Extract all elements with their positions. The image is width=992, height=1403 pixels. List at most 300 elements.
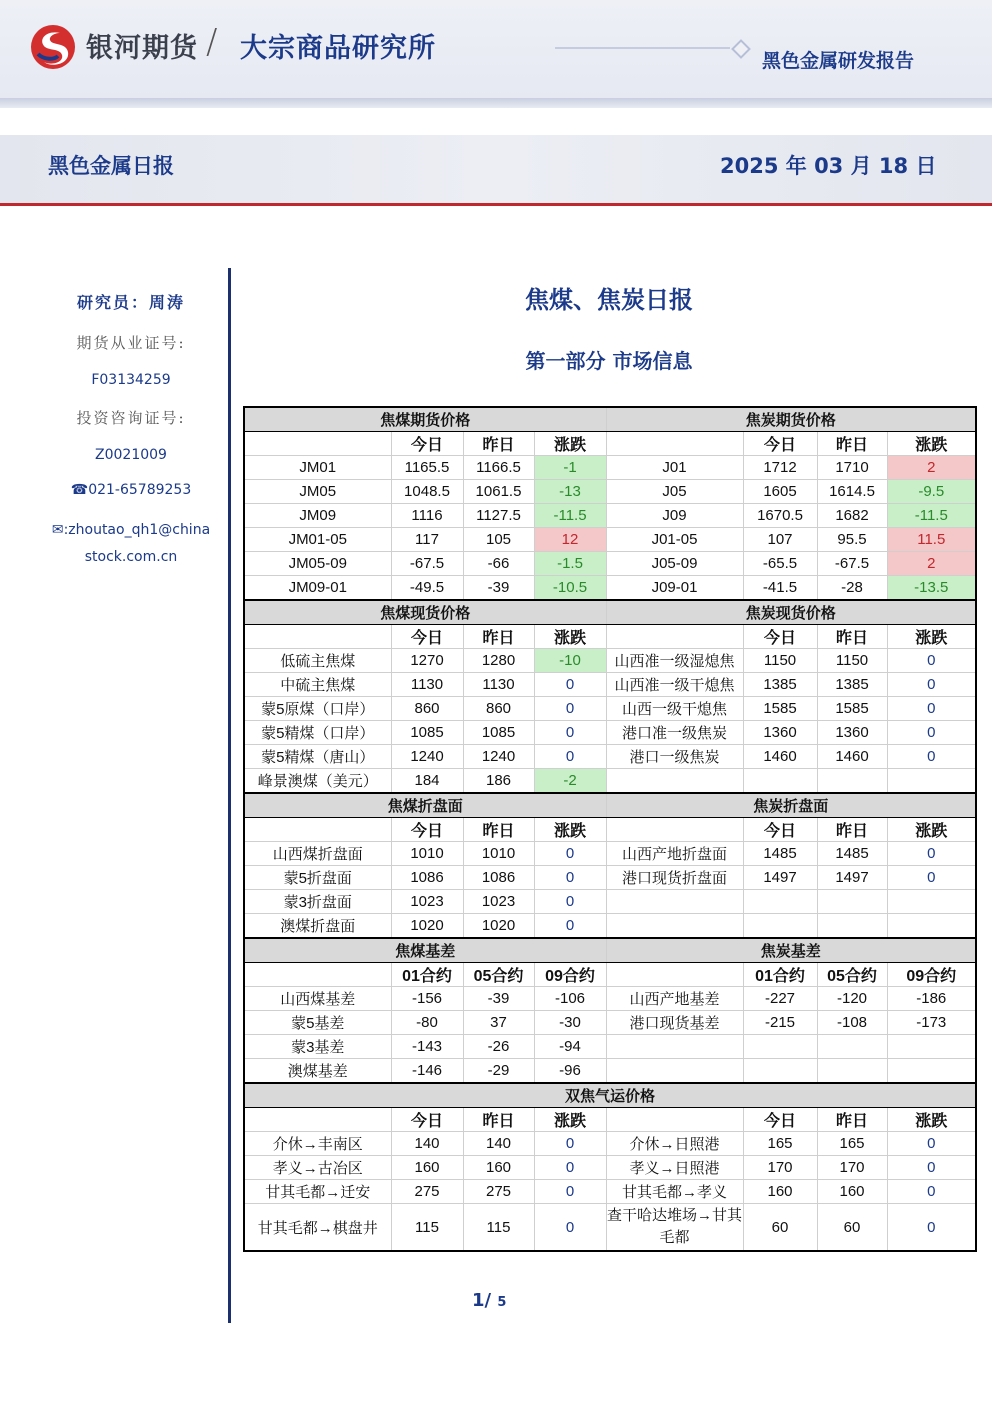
column-header: 今日	[743, 625, 817, 649]
column-header: 涨跌	[534, 432, 606, 456]
galaxy-futures-logo-icon	[30, 24, 76, 70]
column-header: 昨日	[817, 1108, 887, 1132]
change-cell: 0	[534, 1156, 606, 1180]
change-cell: -11.5	[534, 504, 606, 528]
row-label: JM09	[244, 504, 391, 528]
value-cell: 1670.5	[743, 504, 817, 528]
report-category: 黑色金属研发报告	[762, 50, 915, 72]
table-row	[244, 890, 976, 914]
value-cell	[743, 914, 817, 939]
column-header: 09合约	[534, 963, 606, 987]
value-cell	[817, 769, 887, 794]
section-title: 第一部分 市场信息	[525, 349, 693, 373]
row-label: 中硫主焦煤	[244, 673, 391, 697]
market-info-table	[243, 406, 977, 1252]
value-cell: 95.5	[817, 528, 887, 552]
value-cell: 275	[463, 1180, 534, 1204]
row-label	[606, 914, 743, 939]
row-label: 蒙5精煤（口岸）	[244, 721, 391, 745]
phone-line	[40, 482, 222, 498]
value-cell: 160	[743, 1180, 817, 1204]
table-row	[244, 721, 976, 745]
change-cell: 0	[534, 842, 606, 866]
column-header: 昨日	[817, 625, 887, 649]
value-cell: 1280	[463, 649, 534, 673]
row-label: 查干哈达堆场→甘其毛都	[606, 1204, 743, 1252]
column-header: 01合约	[743, 963, 817, 987]
column-header: 涨跌	[534, 1108, 606, 1132]
value-cell: 165	[743, 1132, 817, 1156]
value-cell: 165	[817, 1132, 887, 1156]
consult-number: Z0021009	[95, 447, 167, 463]
section-title-right: 焦炭现货价格	[606, 600, 976, 625]
row-label: JM05-09	[244, 552, 391, 576]
email-line-1[interactable]: :zhoutao_qh1@china	[63, 522, 211, 538]
value-cell: 1497	[817, 866, 887, 890]
row-label: 孝义→日照港	[606, 1156, 743, 1180]
value-cell: 1023	[463, 890, 534, 914]
value-cell: 1360	[817, 721, 887, 745]
report-date: 2025 年 03 月 18 日	[720, 154, 937, 178]
value-cell: 1710	[817, 456, 887, 480]
table-row	[244, 673, 976, 697]
change-cell	[887, 1035, 976, 1059]
value-cell: 1061.5	[463, 480, 534, 504]
value-cell: 1240	[391, 745, 463, 769]
value-cell: 160	[391, 1156, 463, 1180]
column-header: 今日	[743, 432, 817, 456]
header-blank	[244, 1108, 391, 1132]
row-label: 港口一级焦炭	[606, 745, 743, 769]
phone-icon: ☎	[70, 482, 89, 498]
email-icon: ✉	[51, 522, 64, 538]
value-cell: -120	[817, 987, 887, 1011]
row-label: 山西煤基差	[244, 987, 391, 1011]
section-title-right: 焦炭期货价格	[606, 407, 976, 432]
row-label: 澳煤折盘面	[244, 914, 391, 939]
row-label: J01-05	[606, 528, 743, 552]
table-row	[244, 552, 976, 576]
change-cell: -1.5	[534, 552, 606, 576]
value-cell: 1020	[391, 914, 463, 939]
column-header: 01合约	[391, 963, 463, 987]
table-row	[244, 697, 976, 721]
column-header: 今日	[743, 1108, 817, 1132]
row-label: J05	[606, 480, 743, 504]
column-header: 涨跌	[534, 818, 606, 842]
table-row	[244, 987, 976, 1011]
change-cell: 11.5	[887, 528, 976, 552]
table-row	[244, 842, 976, 866]
section-row-discount	[244, 793, 976, 818]
row-label: JM09-01	[244, 576, 391, 601]
row-label: 峰景澳煤（美元）	[244, 769, 391, 794]
change-cell: 0	[534, 890, 606, 914]
column-header: 涨跌	[887, 625, 976, 649]
row-label: 港口现货基差	[606, 1011, 743, 1035]
change-cell: -13	[534, 480, 606, 504]
value-cell: 1460	[743, 745, 817, 769]
section-title-left: 焦煤期货价格	[244, 407, 606, 432]
row-label: 甘其毛都→棋盘井	[244, 1204, 391, 1252]
row-label: J09	[606, 504, 743, 528]
value-cell: -39	[463, 987, 534, 1011]
change-cell: 0	[534, 673, 606, 697]
row-label: 蒙5精煤（唐山）	[244, 745, 391, 769]
table-row	[244, 649, 976, 673]
value-cell: -65.5	[743, 552, 817, 576]
value-cell: 1023	[391, 890, 463, 914]
column-header: 涨跌	[534, 625, 606, 649]
change-cell: 0	[887, 1132, 976, 1156]
phone-number: 021-65789253	[88, 482, 192, 498]
change-cell: -30	[534, 1011, 606, 1035]
change-cell: -186	[887, 987, 976, 1011]
row-label: 澳煤基差	[244, 1059, 391, 1084]
value-cell: -26	[463, 1035, 534, 1059]
value-cell: 1020	[463, 914, 534, 939]
row-label: 蒙5折盘面	[244, 866, 391, 890]
change-cell: -96	[534, 1059, 606, 1084]
title-band-red-line	[0, 203, 992, 206]
table-row	[244, 528, 976, 552]
row-label: JM01-05	[244, 528, 391, 552]
daily-report-title: 黑色金属日报	[48, 154, 174, 178]
change-cell	[887, 769, 976, 794]
value-cell: 1085	[391, 721, 463, 745]
table-row	[244, 769, 976, 794]
section-title-right: 焦炭基差	[606, 938, 976, 963]
header-row-freight	[244, 1108, 976, 1132]
section-title-left: 焦煤基差	[244, 938, 606, 963]
email-line-2[interactable]: stock.com.cn	[84, 549, 178, 565]
value-cell	[817, 914, 887, 939]
page-indicator: 1/ 5	[472, 1290, 507, 1311]
value-cell: 1010	[391, 842, 463, 866]
change-cell: -2	[534, 769, 606, 794]
change-cell: 0	[887, 649, 976, 673]
change-cell: 0	[534, 1204, 606, 1252]
value-cell: 117	[391, 528, 463, 552]
column-header: 昨日	[463, 432, 534, 456]
value-cell: 1086	[463, 866, 534, 890]
value-cell: 1712	[743, 456, 817, 480]
value-cell: 860	[391, 697, 463, 721]
value-cell: 170	[743, 1156, 817, 1180]
change-cell: 0	[534, 721, 606, 745]
column-header: 05合约	[817, 963, 887, 987]
change-cell: 0	[534, 697, 606, 721]
value-cell: 1130	[391, 673, 463, 697]
row-label	[606, 890, 743, 914]
value-cell: -39	[463, 576, 534, 601]
value-cell: 107	[743, 528, 817, 552]
value-cell: 1460	[817, 745, 887, 769]
value-cell: 1497	[743, 866, 817, 890]
value-cell: 1385	[817, 673, 887, 697]
value-cell: 160	[463, 1156, 534, 1180]
column-header: 今日	[391, 1108, 463, 1132]
row-label: 蒙3折盘面	[244, 890, 391, 914]
value-cell: -227	[743, 987, 817, 1011]
document-title: 焦煤、焦炭日报	[525, 286, 693, 314]
value-cell	[817, 1035, 887, 1059]
row-label: J01	[606, 456, 743, 480]
change-cell: 12	[534, 528, 606, 552]
header-blank	[244, 432, 391, 456]
value-cell: 105	[463, 528, 534, 552]
value-cell: 1614.5	[817, 480, 887, 504]
value-cell: 1485	[743, 842, 817, 866]
header-blank	[244, 818, 391, 842]
row-label: 介休→丰南区	[244, 1132, 391, 1156]
table-row	[244, 1132, 976, 1156]
value-cell: 1130	[463, 673, 534, 697]
column-header: 05合约	[463, 963, 534, 987]
header-blank	[606, 963, 743, 987]
value-cell: 1166.5	[463, 456, 534, 480]
value-cell: -215	[743, 1011, 817, 1035]
change-cell: 0	[887, 1204, 976, 1252]
value-cell: 60	[743, 1204, 817, 1252]
value-cell: 140	[463, 1132, 534, 1156]
change-cell: -10	[534, 649, 606, 673]
value-cell: 860	[463, 697, 534, 721]
value-cell: 1240	[463, 745, 534, 769]
row-label: 山西准一级干熄焦	[606, 673, 743, 697]
sidebar-divider	[228, 268, 231, 1323]
value-cell: -66	[463, 552, 534, 576]
row-label: 山西一级干熄焦	[606, 697, 743, 721]
value-cell: -80	[391, 1011, 463, 1035]
researcher-info	[40, 290, 222, 571]
row-label	[606, 769, 743, 794]
section-row-basis	[244, 938, 976, 963]
consult-label: 投资咨询证号:	[76, 409, 186, 427]
change-cell: 0	[887, 1180, 976, 1204]
change-cell: -94	[534, 1035, 606, 1059]
column-header: 昨日	[463, 818, 534, 842]
row-label: 山西产地折盘面	[606, 842, 743, 866]
row-label: J09-01	[606, 576, 743, 601]
value-cell: 170	[817, 1156, 887, 1180]
value-cell: -49.5	[391, 576, 463, 601]
value-cell: 1086	[391, 866, 463, 890]
value-cell: 1360	[743, 721, 817, 745]
value-cell: -67.5	[391, 552, 463, 576]
table-row	[244, 504, 976, 528]
value-cell: 1010	[463, 842, 534, 866]
row-label: 蒙3基差	[244, 1035, 391, 1059]
value-cell	[743, 890, 817, 914]
change-cell: 0	[534, 1132, 606, 1156]
row-label: JM01	[244, 456, 391, 480]
email-block	[40, 517, 222, 571]
table-row	[244, 1035, 976, 1059]
column-header: 涨跌	[887, 1108, 976, 1132]
change-cell: 0	[534, 866, 606, 890]
value-cell: 1585	[817, 697, 887, 721]
column-header: 涨跌	[887, 818, 976, 842]
table-row	[244, 914, 976, 939]
change-cell: 0	[887, 721, 976, 745]
column-header: 今日	[743, 818, 817, 842]
row-label: JM05	[244, 480, 391, 504]
row-label: 山西产地基差	[606, 987, 743, 1011]
change-cell: -11.5	[887, 504, 976, 528]
change-cell: -9.5	[887, 480, 976, 504]
value-cell: 1485	[817, 842, 887, 866]
value-cell: 1048.5	[391, 480, 463, 504]
brand-separator: /	[206, 22, 218, 62]
row-label: J05-09	[606, 552, 743, 576]
value-cell: -143	[391, 1035, 463, 1059]
value-cell: 60	[817, 1204, 887, 1252]
table-row	[244, 866, 976, 890]
value-cell	[743, 1035, 817, 1059]
section-row-freight	[244, 1083, 976, 1108]
change-cell: 0	[887, 697, 976, 721]
researcher-name: 研究员：周涛	[76, 293, 185, 312]
license-label: 期货从业证号:	[76, 334, 186, 352]
column-header: 涨跌	[887, 432, 976, 456]
table-row	[244, 745, 976, 769]
section-row-futures	[244, 407, 976, 432]
value-cell: 1270	[391, 649, 463, 673]
table-row	[244, 1011, 976, 1035]
value-cell: 1165.5	[391, 456, 463, 480]
change-cell	[887, 890, 976, 914]
header-blank	[606, 818, 743, 842]
row-label: 甘其毛都→迁安	[244, 1180, 391, 1204]
row-label: 山西准一级湿熄焦	[606, 649, 743, 673]
license-number: F03134259	[91, 372, 171, 388]
value-cell: -146	[391, 1059, 463, 1084]
change-cell: -13.5	[887, 576, 976, 601]
value-cell: -29	[463, 1059, 534, 1084]
change-cell: 0	[534, 745, 606, 769]
column-header: 昨日	[463, 1108, 534, 1132]
value-cell: 1605	[743, 480, 817, 504]
brand-name: 银河期货	[86, 33, 198, 64]
row-label: 介休→日照港	[606, 1132, 743, 1156]
change-cell: 2	[887, 456, 976, 480]
value-cell: 1385	[743, 673, 817, 697]
change-cell: 0	[887, 673, 976, 697]
header-blank	[606, 1108, 743, 1132]
value-cell: 1150	[743, 649, 817, 673]
change-cell: 0	[534, 914, 606, 939]
table-row	[244, 456, 976, 480]
column-header: 今日	[391, 625, 463, 649]
change-cell: -173	[887, 1011, 976, 1035]
value-cell	[817, 1059, 887, 1084]
value-cell: 1585	[743, 697, 817, 721]
header-row-discount	[244, 818, 976, 842]
row-label: 低硫主焦煤	[244, 649, 391, 673]
row-label: 山西煤折盘面	[244, 842, 391, 866]
change-cell: 0	[887, 842, 976, 866]
change-cell	[887, 914, 976, 939]
value-cell: 1127.5	[463, 504, 534, 528]
table-row	[244, 1156, 976, 1180]
table-row	[244, 576, 976, 601]
value-cell: 186	[463, 769, 534, 794]
column-header: 09合约	[887, 963, 976, 987]
change-cell: -106	[534, 987, 606, 1011]
change-cell: 2	[887, 552, 976, 576]
value-cell: 115	[463, 1204, 534, 1252]
header-row-futures	[244, 432, 976, 456]
change-cell: 0	[534, 1180, 606, 1204]
section-title-cell: 双焦气运价格	[244, 1083, 976, 1108]
change-cell: 0	[887, 745, 976, 769]
header-row-spot	[244, 625, 976, 649]
section-row-spot	[244, 600, 976, 625]
change-cell: 0	[887, 866, 976, 890]
institute-name: 大宗商品研究所	[240, 33, 436, 64]
row-label: 蒙5原煤（口岸）	[244, 697, 391, 721]
value-cell: -108	[817, 1011, 887, 1035]
value-cell: 37	[463, 1011, 534, 1035]
table-row	[244, 1204, 976, 1252]
row-label	[606, 1059, 743, 1084]
decorative-line	[555, 47, 730, 49]
row-label	[606, 1035, 743, 1059]
value-cell	[743, 1059, 817, 1084]
change-cell	[887, 1059, 976, 1084]
page-total: 5	[497, 1295, 507, 1310]
table-row	[244, 1059, 976, 1084]
change-cell: -10.5	[534, 576, 606, 601]
value-cell: 140	[391, 1132, 463, 1156]
row-label: 港口现货折盘面	[606, 866, 743, 890]
value-cell: 184	[391, 769, 463, 794]
column-header: 今日	[391, 818, 463, 842]
value-cell: 160	[817, 1180, 887, 1204]
column-header: 昨日	[817, 818, 887, 842]
value-cell: 115	[391, 1204, 463, 1252]
value-cell: 1085	[463, 721, 534, 745]
section-title-left: 焦煤现货价格	[244, 600, 606, 625]
section-title-right: 焦炭折盘面	[606, 793, 976, 818]
column-header: 今日	[391, 432, 463, 456]
header-underline	[0, 98, 992, 108]
column-header: 昨日	[463, 625, 534, 649]
value-cell: -41.5	[743, 576, 817, 601]
value-cell: -67.5	[817, 552, 887, 576]
row-label: 港口准一级焦炭	[606, 721, 743, 745]
header-blank	[606, 432, 743, 456]
table-row	[244, 480, 976, 504]
section-title-left: 焦煤折盘面	[244, 793, 606, 818]
value-cell: 1150	[817, 649, 887, 673]
value-cell: -156	[391, 987, 463, 1011]
header-blank	[244, 963, 391, 987]
value-cell: 1116	[391, 504, 463, 528]
value-cell: -28	[817, 576, 887, 601]
page-current: 1	[472, 1290, 485, 1311]
header-row-basis	[244, 963, 976, 987]
value-cell	[743, 769, 817, 794]
row-label: 蒙5基差	[244, 1011, 391, 1035]
row-label: 甘其毛都→孝义	[606, 1180, 743, 1204]
value-cell: 275	[391, 1180, 463, 1204]
header-blank	[606, 625, 743, 649]
row-label: 孝义→古冶区	[244, 1156, 391, 1180]
change-cell: 0	[887, 1156, 976, 1180]
table-row	[244, 1180, 976, 1204]
